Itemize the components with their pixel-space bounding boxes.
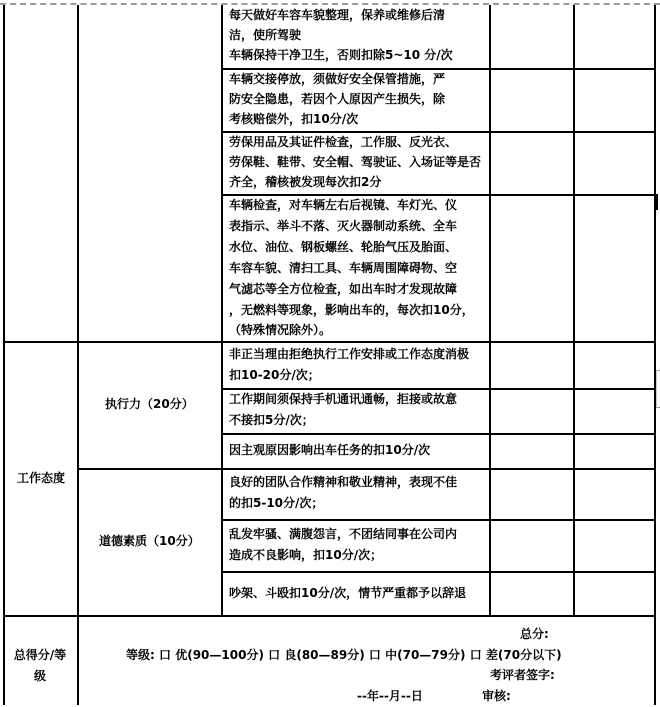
checkbox-icon[interactable]: 口 bbox=[268, 648, 281, 662]
grade-row bbox=[126, 645, 562, 666]
criteria-line: 工作期间须保持手机通讯通畅，拒接或故意 bbox=[229, 392, 458, 406]
grade-option-average[interactable]: 口 中(70—79分) bbox=[368, 648, 466, 662]
column-divider-category bbox=[77, 5, 79, 705]
criteria-line: 不接扣5分/次； bbox=[229, 413, 314, 427]
criteria-line: 齐全，稽核被发现每次扣2分 bbox=[229, 175, 382, 189]
criteria-line: 水位、油位、钢板螺丝、轮胎气压及胎面、 bbox=[229, 240, 458, 254]
criteria-line: 气滤芯等全方位检查，如出车时才发现故障 bbox=[229, 282, 458, 296]
criteria-line: 每天做好车容车貌整理，保养或维修后清 bbox=[229, 8, 446, 22]
criteria-line: 车辆检查，对车辆左右后视镜、车灯光、仪 bbox=[229, 198, 458, 212]
category-work-attitude: 工作态度 bbox=[17, 471, 66, 485]
footer-label-line2: 级 bbox=[33, 669, 46, 683]
row-divider-section bbox=[3, 341, 656, 343]
grade-option-good[interactable]: 口 良(80—89分) bbox=[268, 648, 365, 662]
grade-prefix: 等级: bbox=[126, 648, 155, 662]
row-divider-subsection bbox=[77, 468, 656, 470]
checkbox-icon[interactable]: 口 bbox=[469, 648, 482, 662]
row-divider bbox=[221, 433, 656, 435]
criteria-line: 表指示、举斗不落、灭火器制动系统、全车 bbox=[229, 219, 458, 233]
row-divider-footer bbox=[3, 615, 656, 617]
row-divider bbox=[221, 519, 656, 521]
criteria-line: 防安全隐患，若因个人原因产生损失，除 bbox=[229, 92, 446, 106]
evaluator-signature-label: 考评者签字: bbox=[490, 668, 555, 682]
criteria-line: 扣10-20分/次； bbox=[229, 368, 320, 382]
column-divider-score bbox=[573, 5, 575, 616]
scroll-marker bbox=[654, 194, 658, 210]
criteria-line: 考核赔偿外，扣10分/次 bbox=[229, 112, 359, 126]
side-tab-edge bbox=[656, 370, 660, 408]
column-divider-criteria bbox=[489, 5, 491, 616]
criteria-line: 洁，使所驾驶 bbox=[229, 28, 302, 42]
table-border-left bbox=[3, 5, 5, 705]
checkbox-icon[interactable]: 口 bbox=[159, 648, 172, 662]
footer-label-line1: 总得分/等 bbox=[13, 648, 67, 662]
review-label: 审核: bbox=[482, 689, 511, 703]
column-divider-subcategory bbox=[221, 5, 223, 616]
criteria-line: ，无燃料等现象，影响出车的，每次扣10分， bbox=[229, 303, 474, 317]
criteria-line: 吵架、斗殴扣10分/次，情节严重都予以辞退 bbox=[229, 586, 467, 600]
table-border-right bbox=[654, 5, 656, 705]
criteria-line: （特殊情况除外）。 bbox=[229, 323, 332, 337]
criteria-line: 因主观原因影响出车任务的扣10分/次 bbox=[229, 443, 431, 457]
criteria-line: 乱发牢骚、满腹怨言，不团结同事在公司内 bbox=[229, 527, 458, 541]
grade-option-poor[interactable]: 口 差(70分以下) bbox=[469, 648, 562, 662]
criteria-line: 劳保鞋、鞋带、安全帽、驾驶证、入场证等是否 bbox=[229, 155, 482, 169]
criteria-line: 良好的团队合作精神和敬业精神，表现不佳 bbox=[229, 475, 458, 489]
criteria-line: 造成不良影响，扣10分/次； bbox=[229, 548, 383, 562]
criteria-line: 劳保用品及其证件检查，工作服、反光衣、 bbox=[229, 135, 458, 149]
criteria-line: 非正当理由拒绝执行工作安排或工作态度消极 bbox=[229, 347, 470, 361]
criteria-line: 车辆交接停放，须做好安全保管措施，严 bbox=[229, 72, 446, 86]
criteria-line: 车辆保持干净卫生，否则扣除5~10 分/次 bbox=[229, 48, 453, 62]
date-field: --年--月--日 bbox=[357, 689, 423, 703]
total-score-label: 总分: bbox=[520, 627, 549, 641]
criteria-line: 的扣5-10分/次； bbox=[229, 496, 324, 510]
subcategory-execution: 执行力（20分） bbox=[105, 397, 194, 411]
subcategory-morality: 道德素质（10分） bbox=[99, 534, 200, 548]
grade-option-excellent[interactable]: 口 优(90—100分) bbox=[159, 648, 264, 662]
checkbox-icon[interactable]: 口 bbox=[368, 648, 381, 662]
row-divider bbox=[221, 571, 656, 573]
criteria-line: 车容车貌、清扫工具、车辆周围障碍物、空 bbox=[229, 261, 458, 275]
